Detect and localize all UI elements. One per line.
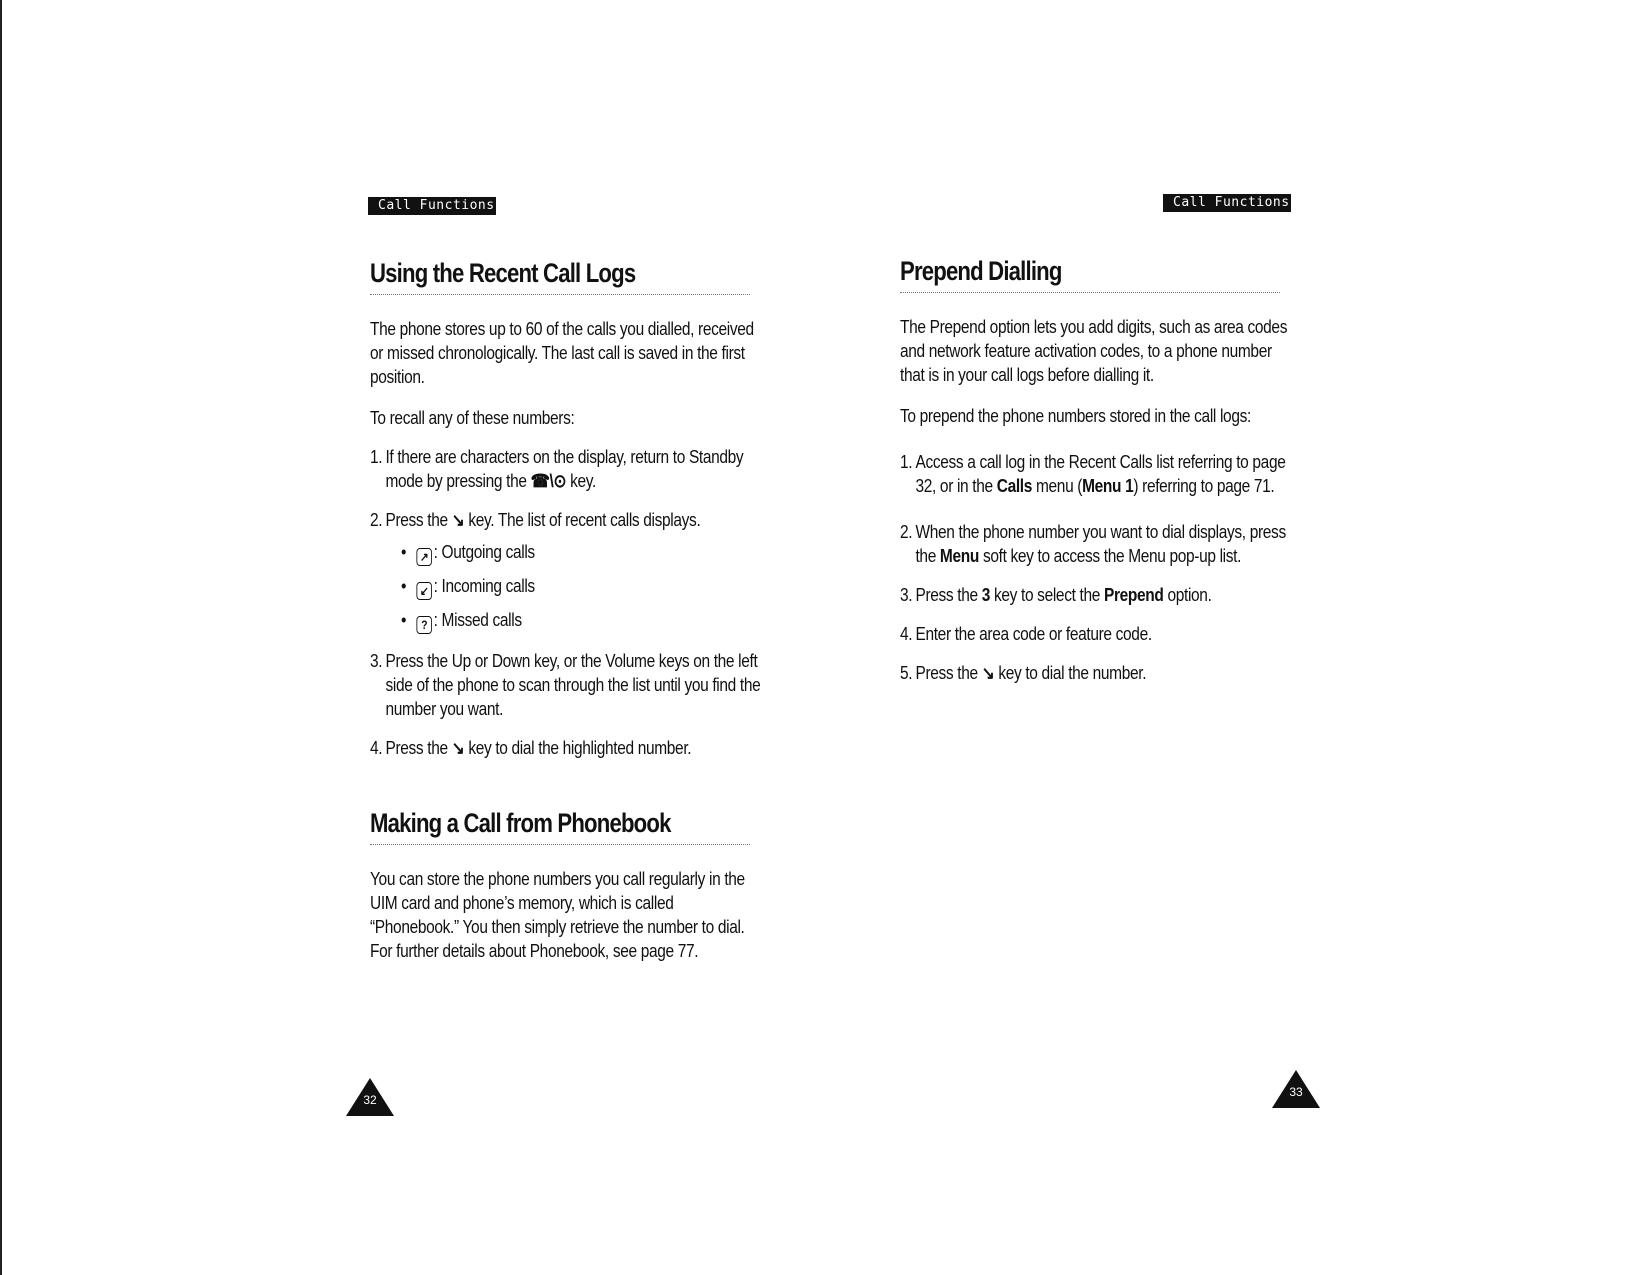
step-text: Press the [385, 510, 448, 530]
step-number: 2. [370, 510, 383, 530]
step-text: Enter the area code or feature code. [915, 624, 1152, 644]
bullet-label: : Incoming calls [433, 576, 535, 596]
step-3 [900, 583, 1296, 607]
step-text: soft key to access the Menu pop-up list. [982, 546, 1242, 566]
step-text: Press the [915, 585, 978, 605]
bullet-label: : Missed calls [433, 610, 522, 630]
step-text: Access a call log in the Recent Calls list referring to page 32, or in the [915, 452, 1286, 496]
step-text: menu ( [1035, 476, 1083, 496]
step-text: key. The list of recent calls displays. [468, 510, 701, 530]
step-number: 2. [900, 522, 913, 542]
step-text: option. [1167, 585, 1212, 605]
section-title-recent-call-logs: Using the Recent Call Logs [370, 258, 636, 288]
step-number: 4. [370, 738, 383, 758]
title-rule [370, 844, 750, 845]
send-key-icon: ↘ [451, 510, 465, 530]
step-4 [900, 622, 1296, 646]
list-item [401, 608, 766, 634]
page-number-right [1272, 1070, 1320, 1108]
step-number: 5. [900, 663, 913, 683]
menu-number: Menu 1 [1082, 476, 1134, 496]
title-rule [370, 294, 750, 295]
intro-paragraph: The phone stores up to 60 of the calls you dialled, received or missed chronologically. The last call is saved in the first position. [370, 319, 754, 387]
step-number: 1. [900, 452, 913, 472]
step-text: If there are characters on the display, return to Standby mode by pressing the [385, 447, 744, 491]
section-title-prepend-dialling: Prepend Dialling [900, 256, 1062, 286]
prepend-steps [900, 450, 1296, 685]
step-1 [370, 445, 766, 493]
step-4 [370, 736, 766, 760]
phonebook-paragraph: You can store the phone numbers you call regularly in the UIM card and phone’s memory, which is called “Phonebook.” You then simply retrieve the number to dial. For further details about Phonebook, see page 77. [370, 869, 745, 961]
step-text: key to dial the number. [998, 663, 1147, 683]
outgoing-call-icon: ↗ [416, 548, 431, 566]
step-2 [370, 508, 766, 634]
incoming-call-icon: ↙ [416, 582, 431, 600]
list-item [401, 540, 766, 566]
step-1 [900, 450, 1296, 498]
step-2 [900, 520, 1296, 568]
key-name: 3 [981, 585, 991, 605]
send-key-icon: ↘ [981, 663, 995, 683]
page-edge-line [0, 0, 2, 1275]
step-text: Press the Up or Down key, or the Volume keys on the left side of the phone to scan through the list until you find the number you want. [385, 651, 761, 719]
step-number: 3. [900, 585, 913, 605]
call-type-list [401, 540, 766, 634]
step-number: 4. [900, 624, 913, 644]
page-number-text: 32 [363, 1093, 377, 1107]
recall-lead: To recall any of these numbers: [370, 408, 575, 428]
end-key-icon: ☎\⊙ [530, 471, 567, 491]
list-item [401, 574, 766, 600]
step-text: Press the [915, 663, 978, 683]
step-5 [900, 661, 1296, 685]
page-number-left [346, 1078, 394, 1116]
step-text: key to dial the highlighted number. [468, 738, 692, 758]
step-number: 3. [370, 651, 383, 671]
menu-name: Calls [996, 476, 1033, 496]
step-3 [370, 649, 766, 721]
right-page [900, 254, 1340, 685]
bullet-label: : Outgoing calls [433, 542, 535, 562]
missed-call-icon: ? [416, 616, 431, 634]
section-tag-left: Call Functions [368, 197, 496, 215]
section-tag-right: Call Functions [1163, 194, 1291, 212]
section-title-phonebook: Making a Call from Phonebook [370, 808, 671, 838]
page-number-text: 33 [1289, 1085, 1303, 1099]
send-key-icon: ↘ [451, 738, 465, 758]
recall-steps [370, 445, 766, 760]
option-name: Prepend [1103, 585, 1164, 605]
intro-paragraph: The Prepend option lets you add digits, such as area codes and network feature activation codes, to a phone number that is in your call logs before dialling it. [900, 317, 1288, 385]
prepend-lead: To prepend the phone numbers stored in the call logs: [900, 406, 1251, 426]
title-rule [900, 292, 1280, 293]
step-text: When the phone number you want to dial displays, press the [915, 522, 1286, 566]
left-page [370, 256, 810, 963]
step-text: key to select the [993, 585, 1101, 605]
step-number: 1. [370, 447, 383, 467]
step-text: key. [570, 471, 596, 491]
soft-key-name: Menu [939, 546, 979, 566]
step-text: Press the [385, 738, 448, 758]
step-text: ) referring to page 71. [1133, 476, 1275, 496]
